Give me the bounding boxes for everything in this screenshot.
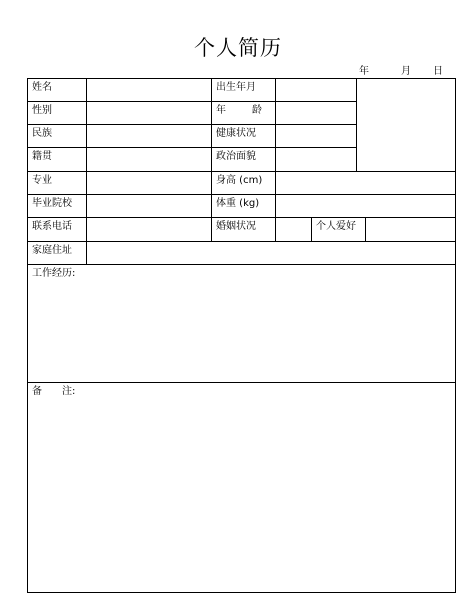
ethnicity-field[interactable] xyxy=(87,125,211,147)
birth-date-label: 出生年月 xyxy=(216,82,256,93)
graduate-school-label: 毕业院校 xyxy=(32,198,72,209)
native-place-label: 籍贯 xyxy=(32,151,52,162)
work-experience-label: 工作经历: xyxy=(32,268,76,279)
height-field[interactable] xyxy=(276,172,455,194)
political-status-label: 政治面貌 xyxy=(216,151,256,162)
graduate-school-field[interactable] xyxy=(87,195,211,217)
gender-label: 性别 xyxy=(32,105,52,116)
marital-status-label: 婚姻状况 xyxy=(216,221,256,232)
home-address-field[interactable] xyxy=(87,242,455,264)
remarks-field[interactable] xyxy=(28,400,455,591)
native-place-field[interactable] xyxy=(87,148,211,171)
health-field[interactable] xyxy=(276,125,356,147)
marital-status-field[interactable] xyxy=(276,218,311,241)
hobbies-field[interactable] xyxy=(366,218,455,241)
age-label-part-1: 年 xyxy=(216,105,226,116)
birth-date-field[interactable] xyxy=(276,79,356,101)
ethnicity-label: 民族 xyxy=(32,128,52,139)
weight-field[interactable] xyxy=(276,195,455,217)
political-status-field[interactable] xyxy=(276,148,356,171)
gender-field[interactable] xyxy=(87,102,211,124)
major-label: 专业 xyxy=(32,175,52,186)
column-divider xyxy=(311,217,312,241)
name-label: 姓名 xyxy=(32,82,52,93)
date-day-label: 日 xyxy=(433,66,443,77)
major-field[interactable] xyxy=(87,172,211,194)
home-address-label: 家庭住址 xyxy=(32,245,72,256)
date-year-label: 年 xyxy=(359,66,369,77)
row-divider xyxy=(27,264,456,265)
weight-label: 体重 (kg) xyxy=(216,198,260,209)
column-divider xyxy=(211,78,212,241)
phone-field[interactable] xyxy=(87,218,211,241)
section-divider xyxy=(27,382,456,383)
name-field[interactable] xyxy=(87,79,211,101)
work-experience-field[interactable] xyxy=(28,281,455,381)
hobbies-label: 个人爱好 xyxy=(316,221,356,232)
age-label-part-2: 龄 xyxy=(252,105,262,116)
health-label: 健康状况 xyxy=(216,128,256,139)
document-title: 个人简历 xyxy=(194,36,282,60)
remarks-label-part-2: 注: xyxy=(62,386,76,397)
photo-area[interactable] xyxy=(357,79,455,171)
remarks-label-part-1: 备 xyxy=(32,386,42,397)
phone-label: 联系电话 xyxy=(32,221,72,232)
age-field[interactable] xyxy=(276,102,356,124)
height-label: 身高 (cm) xyxy=(216,175,263,186)
date-month-label: 月 xyxy=(401,66,411,77)
